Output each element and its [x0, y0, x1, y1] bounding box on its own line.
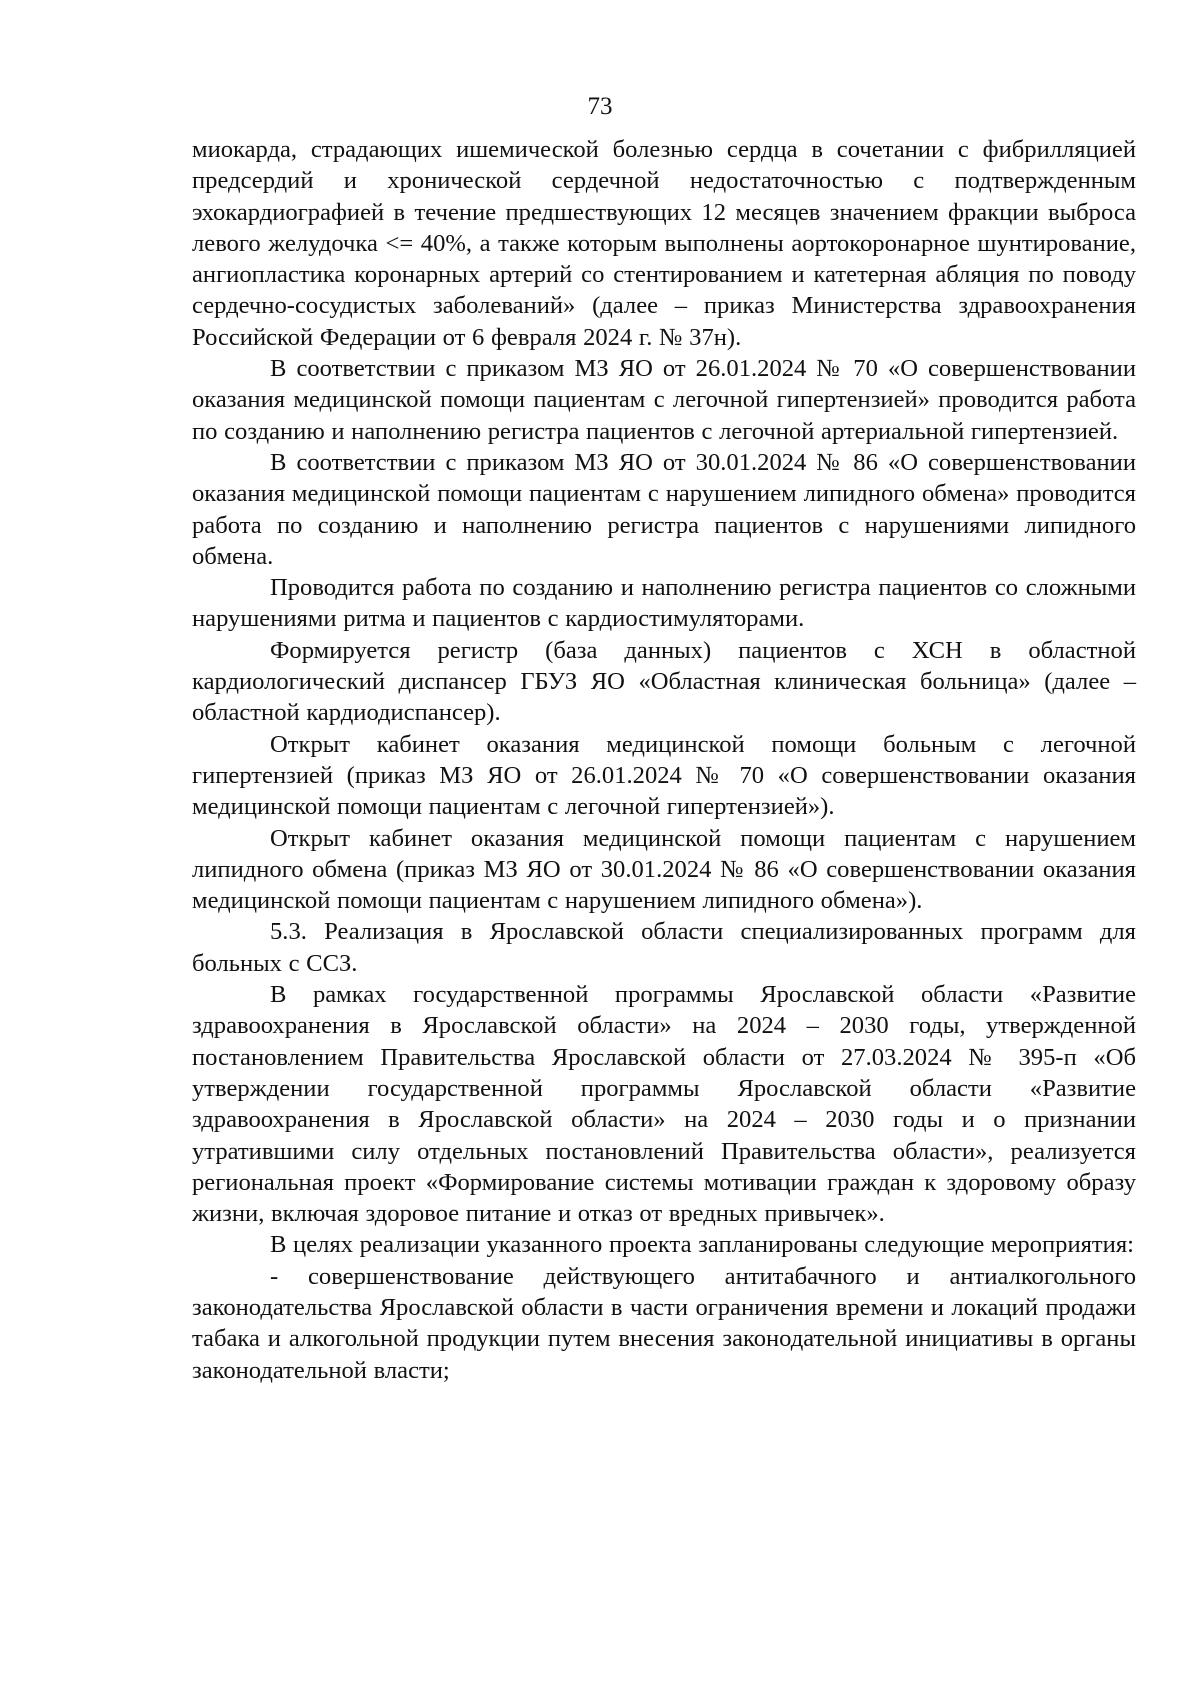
- paragraph-register-rhythm: Проводится работа по созданию и наполнению регистра пациентов со сложными нарушениями ритма и пациентов с кардиостимуляторами.: [192, 574, 1136, 633]
- paragraph-office-pulmonary: Открыт кабинет оказания медицинской помощи больным с легочной гипертензией (приказ МЗ ЯО от 26.01.2024 № 70 «О совершенствовании оказания медицинской помощи пациентам с легочной гипертензией»).: [192, 730, 1136, 821]
- body-text: [192, 134, 1136, 1386]
- paragraph-continuation: миокарда, страдающих ишемической болезнью сердца в сочетании с фибрилляцией предсердий и хронической сердечной недостаточностью с подтвержденным эхокардиографией в течение предшествующих 12 месяцев значением фракции выброса левого желудочка <= 40%, а также которым выполнены аортокоронарное шунтирование, ангиопластика коронарных артерий со стентированием и катетерная абляция по поводу сердечно-сосудистых заболеваний» (далее – приказ Министерства здравоохранения Российской Федерации от 6 февраля 2024 г. № 37н).: [192, 136, 1136, 351]
- section-heading-5-3: 5.3. Реализация в Ярославской области специализированных программ для больных с ССЗ.: [192, 918, 1136, 977]
- paragraph-office-lipid: Открыт кабинет оказания медицинской помощи пациентам с нарушением липидного обмена (приказ МЗ ЯО от 30.01.2024 № 86 «О совершенствовании оказания медицинской помощи пациентам с нарушением липидного обмена»).: [192, 824, 1136, 915]
- paragraph-planned-measures: В целях реализации указанного проекта запланированы следующие мероприятия:: [270, 1231, 1134, 1259]
- paragraph-register-lipid: В соответствии с приказом МЗ ЯО от 30.01.2024 № 86 «О совершенствовании оказания медицинской помощи пациентам с нарушением липидного обмена» проводится работа по созданию и наполнению регистра пациентов с нарушениями липидного обмена.: [192, 448, 1136, 570]
- paragraph-state-program: В рамках государственной программы Ярославской области «Развитие здравоохранения в Ярославской области» на 2024 – 2030 годы, утвержденной постановлением Правительства Ярославской области от 27.03.2024 № 395-п «Об утверждении государственной программы Ярославской области «Развитие здравоохранения в Ярославской области» на 2024 – 2030 годы и о признании утратившими силу отдельных постановлений Правительства области», реализуется региональная проект «Формирование системы мотивации граждан к здоровому образу жизни, включая здоровое питание и отказ от вредных привычек».: [192, 981, 1136, 1228]
- paragraph-register-chf: Формируется регистр (база данных) пациентов с ХСН в областной кардиологический диспансер ГБУЗ ЯО «Областная клиническая больница» (далее – областной кардиодиспансер).: [192, 636, 1136, 727]
- list-item-measure-1: - совершенствование действующего антитабачного и антиалкогольного законодательства Ярославской области в части ограничения времени и локаций продажи табака и алкогольной продукции путем внесения законодательной инициативы в органы законодательной власти;: [192, 1262, 1136, 1384]
- page-number: 73: [587, 93, 613, 120]
- paragraph-register-pulmonary: В соответствии с приказом МЗ ЯО от 26.01.2024 № 70 «О совершенствовании оказания медицинской помощи пациентам с легочной гипертензией» проводится работа по созданию и наполнению регистра пациентов с легочной артериальной гипертензией.: [192, 355, 1136, 445]
